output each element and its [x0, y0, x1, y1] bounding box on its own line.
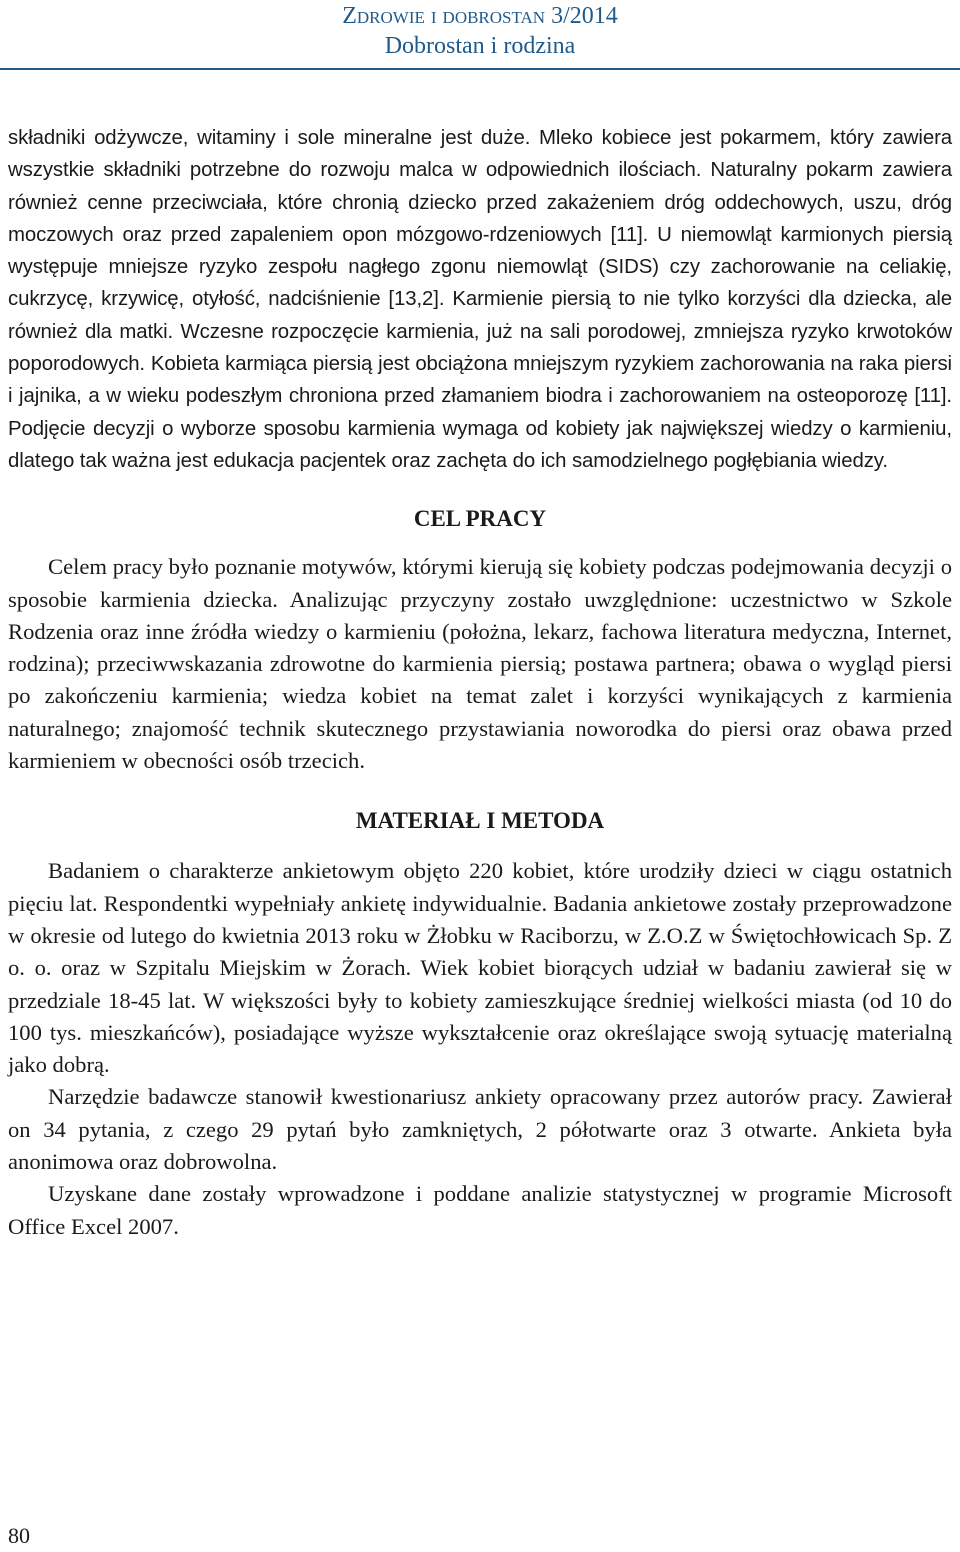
material-paragraph-2: Narzędzie badawcze stanowił kwestionariusz ankiety opracowany przez autorów pracy. Zawierał on 34 pytania, z czego 29 pytań było zamkniętych, 2 półotwarte oraz 3 otwarte. Ankieta była anonimowa oraz dobrowolna. [8, 1084, 952, 1175]
journal-title: Zdrowie i dobrostan 3/2014 [342, 3, 618, 29]
section-heading-cel-pracy: CEL PRACY [413, 506, 547, 532]
running-header [0, 0, 960, 61]
material-paragraph-1: Badaniem o charakterze ankietowym objęto 220 kobiet, które urodziły dzieci w ciągu ostatnich pięciu lat. Respondentki wypełniały ankietę indywidualnie. Badania ankietowe zostały przeprowadzone w okresie od lutego do kwietnia 2013 roku w Żłobku w Raciborzu, w Z.O.Z w Świętochłowicach Sp. Z o. o. oraz w Szpitalu Miejskim w Żorach. Wiek kobiet biorących udział w badaniu zawierał się w przedziale 18-45 lat. W większości były to kobiety zamieszkujące średniej wielkości miasta (od 10 do 100 tys. mieszkańców), posiadające wyższe wykształcenie oraz określające swoją sytuację materialną jako dobrą. [8, 858, 952, 1078]
intro-paragraph [8, 122, 952, 477]
intro-text-sans: składniki odżywcze, witaminy i sole mineralne jest duże. Mleko kobiece jest pokarmem, który zawiera wszystkie składniki potrzebne do rozwoju malca w odpowiednich ilościach. Naturalny pokarm zawiera również cenne przeciwciała, które chronią dziecko przed zakażeniem dróg oddechowych, uszu, dróg moczowych oraz przed zapaleniem opon mózgowo-rdzeniowych [11]. U niemowląt karmionych piersią występuje mniejsze ryzyko zespołu nagłego zgonu niemowląt (SIDS) czy zachorowanie na celiakię, cukrzycę, krzywicę, otyłość, nadciśnienie [13,2]. [8, 127, 952, 311]
cel-pracy-paragraph: Celem pracy było poznanie motywów, którymi kierują się kobiety podczas podejmowania decyzji o sposobie karmienia dziecka. Analizując przyczyny zostało uwzględnione: uczestnictwo w Szkole Rodzenia oraz inne źródła wiedzy o karmieniu (położna, lekarz, fachowa literatura medyczna, Internet, rodzina); przeciwwskazania zdrowotne do karmienia piersią; postawa partnera; obawa o wygląd piersi po zakończeniu karmienia; wiedza kobiet na temat zalet i korzyści wynikających z karmienia naturalnego; znajomość technik skutecznego przystawiania noworodka do piersi oraz obawa przed karmieniem w obecności osób trzecich. [8, 554, 952, 774]
section-heading-material-i-metoda: MATERIAŁ I METODA [355, 808, 605, 834]
intro-text-serif: Karmienie piersią to nie tylko korzyści dla dziecka, ale również dla matki. Wczesne rozpoczęcie karmienia, już na sali porodowej, zmniejsza ryzyko krwotoków poporodowych. Kobieta karmiąca piersią jest obciążona mniejszym ryzykiem zachorowania na raka piersi i jajnika, a w wieku podeszłym chroniona przed złamaniem biodra i zachorowaniem na osteoporozę [11]. Podjęcie decyzji o wyborze sposobu karmienia wymaga od kobiety jak największej wiedzy o karmieniu, dlatego tak ważna jest edukacja pacjentek oraz zachęta do ich samodzielnego pogłębiania wiedzy. [8, 288, 952, 472]
page-body [8, 122, 952, 1243]
page-number: 80 [8, 1523, 30, 1548]
header-divider [0, 68, 960, 70]
material-paragraph-3: Uzyskane dane zostały wprowadzone i poddane analizie statystycznej w programie Microsoft Office Excel 2007. [8, 1181, 952, 1239]
section-title: Dobrostan i rodzina [384, 33, 576, 59]
